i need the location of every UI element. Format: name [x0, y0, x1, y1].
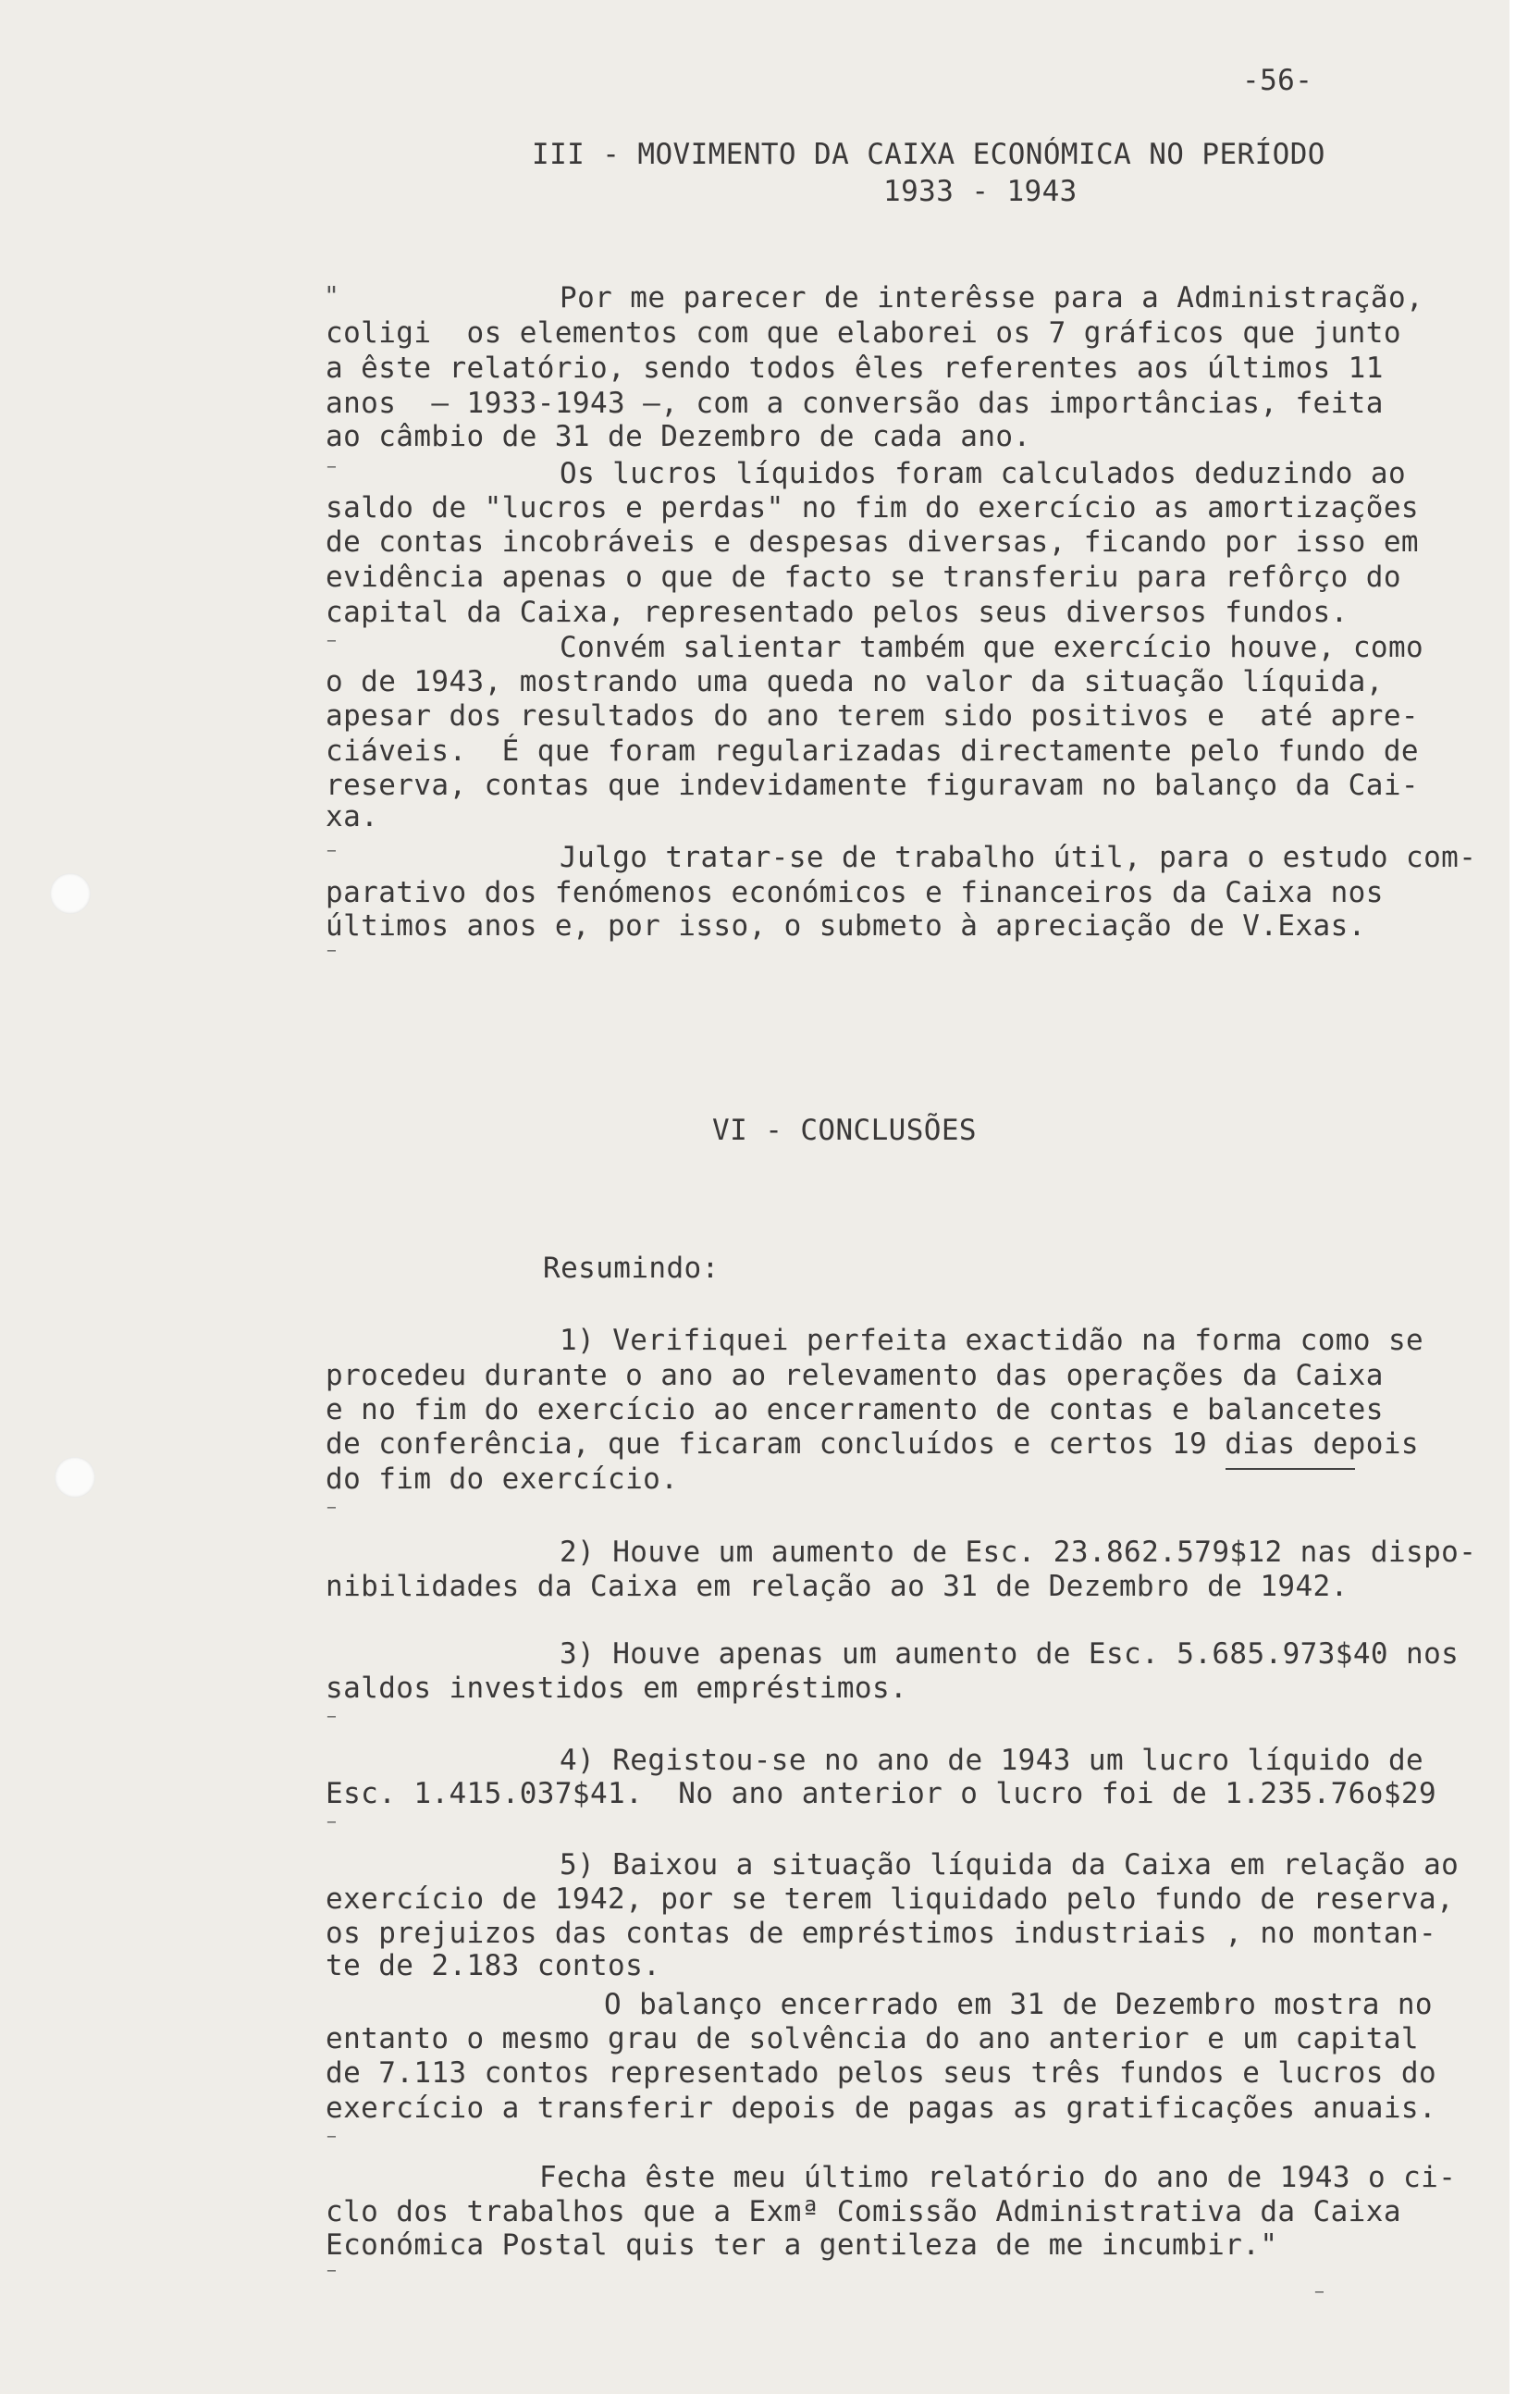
- paragraph-line: saldo de "lucros e perdas" no fim do exercício as amortizações: [326, 491, 1419, 524]
- conclusion-line: de 7.113 contos representado pelos seus três fundos e lucros do: [326, 2056, 1437, 2090]
- paragraph-line: apesar dos resultados do ano terem sido positivos e até apre-: [326, 699, 1419, 733]
- underline-mark: [1226, 1468, 1355, 1470]
- closing-line: clo dos trabalhos que a Exmª Comissão Administrativa da Caixa: [326, 2195, 1401, 2228]
- margin-mark: ⁻: [324, 1497, 339, 1527]
- page-number: -56-: [1242, 64, 1313, 97]
- conclusion-line: O balanço encerrado em 31 de Dezembro mostra no: [604, 1988, 1433, 2021]
- conclusion-line: entanto o mesmo grau de solvência do ano anterior e um capital: [326, 2022, 1419, 2055]
- margin-mark: ⁻: [324, 1811, 339, 1842]
- paragraph-line: ciáveis. É que foram regularizadas directamente pelo fundo de: [326, 734, 1419, 768]
- closing-line: Económica Postal quis ter a gentileza de me incumbir.": [326, 2228, 1278, 2262]
- paragraph-line: reserva, contas que indevidamente figuravam no balanço da Cai-: [326, 769, 1419, 802]
- conclusion-line: exercício de 1942, por se terem liquidado pelo fundo de reserva,: [326, 1882, 1455, 1916]
- conclusion-line: 5) Baixou a situação líquida da Caixa em relação ao: [560, 1848, 1460, 1882]
- margin-mark: ⁻: [324, 2260, 339, 2290]
- paragraph-line: Os lucros líquidos foram calculados deduzindo ao: [560, 457, 1407, 490]
- conclusion-line: Esc. 1.415.037$41. No ano anterior o lucro foi de 1.235.76o$29: [326, 1777, 1437, 1810]
- margin-mark: ⁻: [324, 1706, 339, 1736]
- conclusion-line: de conferência, que ficaram concluídos e certos 19 dias depois: [326, 1427, 1419, 1461]
- conclusion-line: procedeu durante o ano ao relevamento das operações da Caixa: [326, 1359, 1384, 1392]
- conclusion-line: nibilidades da Caixa em relação ao 31 de Dezembro de 1942.: [326, 1570, 1349, 1603]
- conclusion-line: e no fim do exercício ao encerramento de contas e balancetes: [326, 1393, 1384, 1426]
- paragraph-line: Por me parecer de interêsse para a Administração,: [560, 281, 1424, 315]
- paragraph-line: anos — 1933-1943 —, com a conversão das importâncias, feita: [326, 387, 1384, 420]
- margin-mark: ⁻: [324, 940, 339, 970]
- conclusion-line: 4) Registou-se no ano de 1943 um lucro líquido de: [560, 1744, 1424, 1777]
- conclusion-line: 1) Verifiquei perfeita exactidão na forma como se: [560, 1324, 1424, 1357]
- conclusion-line: te de 2.183 contos.: [326, 1949, 661, 1982]
- paragraph-line: últimos anos e, por isso, o submeto à apreciação de V.Exas.: [326, 909, 1366, 943]
- section-heading: VI - CONCLUSÕES: [712, 1114, 977, 1147]
- conclusion-line: os prejuizos das contas de empréstimos industriais , no montan-: [326, 1917, 1437, 1950]
- paragraph-line: evidência apenas o que de facto se transferiu para refôrço do: [326, 561, 1401, 594]
- closing-line: Fecha êste meu último relatório do ano de 1943 o ci-: [539, 2161, 1457, 2194]
- page-edge: [1509, 0, 1540, 2394]
- section-heading: III - MOVIMENTO DA CAIXA ECONÓMICA NO PERÍODO: [532, 138, 1325, 171]
- section-subheading: 1933 - 1943: [883, 175, 1078, 208]
- conclusion-line: 2) Houve um aumento de Esc. 23.862.579$12 nas dispo-: [560, 1536, 1477, 1569]
- punch-hole: [55, 1457, 95, 1498]
- paragraph-line: parativo dos fenómenos económicos e financeiros da Caixa nos: [326, 876, 1384, 909]
- paragraph-line: a êste relatório, sendo todos êles referentes aos últimos 11: [326, 352, 1384, 385]
- margin-mark: ⁻: [1312, 2281, 1327, 2312]
- paragraph-line: ao câmbio de 31 de Dezembro de cada ano.: [326, 420, 1031, 453]
- conclusion-line: exercício a transferir depois de pagas as gratificações anuais.: [326, 2092, 1437, 2125]
- conclusion-line: saldos investidos em empréstimos.: [326, 1672, 908, 1705]
- paragraph-line: Convém salientar também que exercício houve, como: [560, 631, 1424, 664]
- margin-mark: ⁻: [324, 2126, 339, 2156]
- paragraph-line: de contas incobráveis e despesas diversas, ficando por isso em: [326, 525, 1419, 559]
- margin-mark: ⁻: [324, 456, 339, 487]
- conclusion-line: 3) Houve apenas um aumento de Esc. 5.685.973$40 nos: [560, 1637, 1460, 1671]
- margin-mark: ⁻: [324, 840, 339, 870]
- paragraph-line: o de 1943, mostrando uma queda no valor da situação líquida,: [326, 665, 1384, 698]
- paragraph-line: capital da Caixa, representado pelos seus diversos fundos.: [326, 596, 1349, 629]
- margin-mark: ": [324, 280, 339, 311]
- paragraph-line: xa.: [326, 800, 379, 833]
- intro-text: Resumindo:: [543, 1252, 720, 1285]
- margin-mark: ⁻: [324, 630, 339, 660]
- punch-hole: [50, 873, 91, 914]
- paragraph-line: Julgo tratar-se de trabalho útil, para o estudo com-: [560, 841, 1477, 874]
- conclusion-line: do fim do exercício.: [326, 1462, 679, 1496]
- paragraph-line: coligi os elementos com que elaborei os 7 gráficos que junto: [326, 316, 1401, 350]
